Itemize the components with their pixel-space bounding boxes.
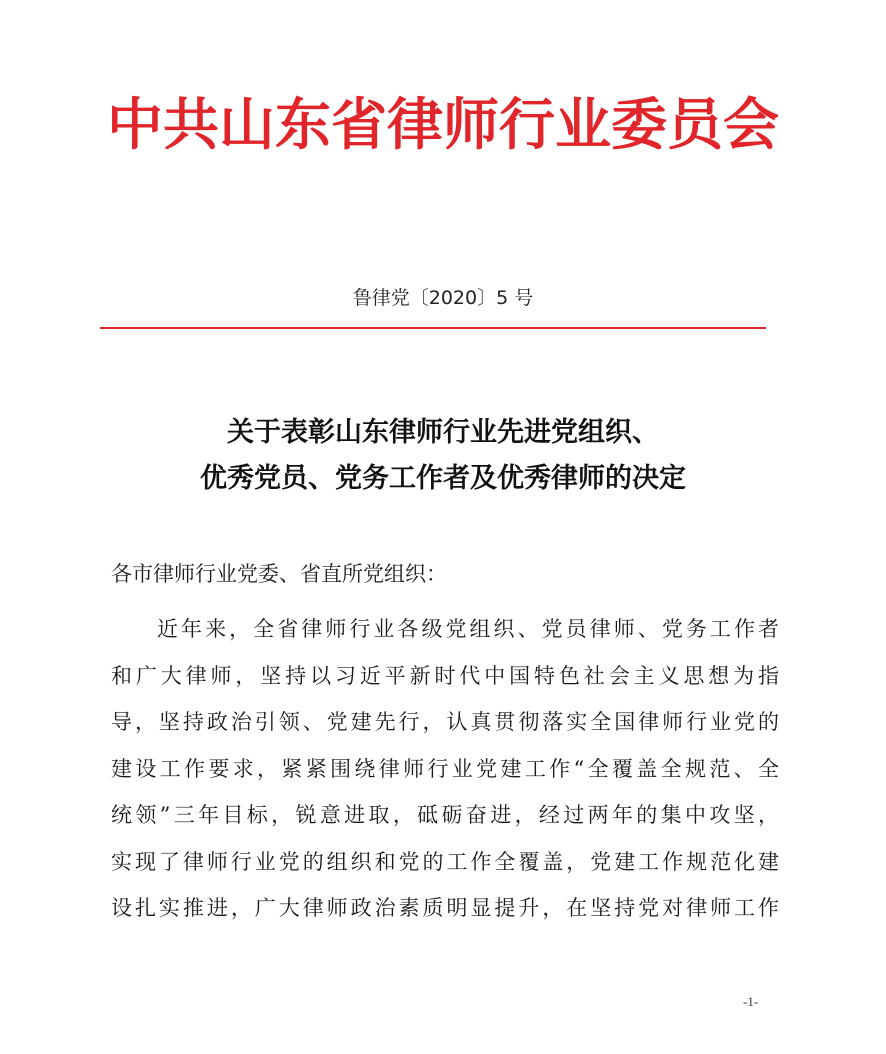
- body-line: 统领”三年目标，锐意进取，砥砺奋进，经过两年的集中攻坚，: [111, 803, 779, 827]
- page-number: -1-: [743, 994, 759, 1009]
- document-title-line-1: 关于表彰山东律师行业先进党组织、: [227, 417, 659, 448]
- issuing-organization-header: 中共山东省律师行业委员会: [107, 92, 779, 158]
- body-line: 导，坚持政治引领、党建先行，认真贯彻落实全国律师行业党的: [111, 710, 779, 734]
- body-line: 实现了律师行业党的组织和党的工作全覆盖，党建工作规范化建: [111, 849, 779, 874]
- salutation: 各市律师行业党委、省直所党组织：: [111, 562, 447, 586]
- document-title-line-2: 优秀党员、党务工作者及优秀律师的决定: [200, 463, 686, 494]
- document-number: 鲁律党〔2020〕5 号: [352, 287, 534, 309]
- document-title: [0, 410, 886, 502]
- red-separator-rule: [100, 327, 766, 329]
- body-paragraph: [111, 606, 779, 932]
- body-line: 近年来，全省律师行业各级党组织、党员律师、党务工作者: [157, 617, 779, 641]
- body-line: 建设工作要求，紧紧围绕律师行业党建工作“全覆盖全规范、全: [111, 756, 779, 781]
- body-line: 设扎实推进，广大律师政治素质明显提升，在坚持党对律师工作: [111, 896, 779, 920]
- body-line: 和广大律师，坚持以习近平新时代中国特色社会主义思想为指: [111, 663, 779, 688]
